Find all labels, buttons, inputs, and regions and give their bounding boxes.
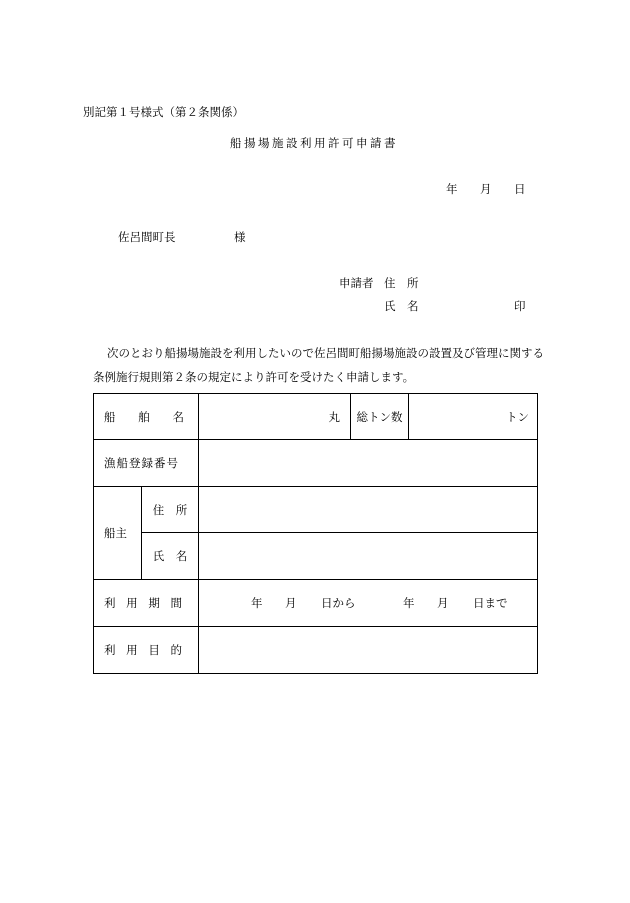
purpose-field[interactable] [199,627,538,674]
period-field[interactable] [199,580,538,627]
vessel-name-label-cell [94,394,199,440]
period-start-month: 月 [285,596,297,610]
form-number: 別記第１号様式（第２条関係） [83,105,244,119]
applicant-address-label: 住 所 [384,276,419,290]
period-label-char-3: 期 [148,596,160,610]
period-end-month: 月 [437,596,449,610]
vessel-name-suffix: 丸 [328,409,340,424]
period-label-cell [94,580,199,627]
owner-name-field[interactable] [199,533,538,580]
period-start-year: 年 [251,596,263,610]
registration-number-label: 漁船登録番号 [94,440,199,487]
purpose-label [104,642,182,658]
seal-mark: 印 [514,299,526,313]
period-label-char-1: 利 [104,596,116,610]
vessel-name-label-char-1: 船 [104,409,116,424]
owner-address-field[interactable] [199,487,538,533]
date-day-label: 日 [514,182,526,196]
vessel-name-field[interactable] [199,394,351,440]
purpose-label-char-3: 目 [148,643,160,657]
owner-address-row [94,487,538,533]
owner-address-label: 住 所 [142,487,199,533]
date-month-label: 月 [480,182,492,196]
addressee-name: 佐呂間町長 [118,230,176,244]
purpose-label-cell [94,627,199,674]
vessel-name-label [104,409,184,425]
period-label-char-2: 用 [126,596,138,610]
tonnage-label: 総トン数 [351,394,409,440]
vessel-name-label-char-3: 名 [172,409,184,424]
period-end-day: 日まで [473,596,508,610]
period-label [104,595,182,611]
tonnage-field[interactable] [409,394,538,440]
vessel-name-row [94,394,538,440]
period-start-day: 日から [321,596,356,610]
application-table [93,393,538,674]
applicant-label: 申請者 [339,276,374,290]
purpose-label-char-2: 用 [126,643,138,657]
vessel-name-label-char-2: 舶 [138,409,150,424]
body-text-line-1: 次のとおり船揚場施設を利用したいので佐呂間町船揚場施設の設置及び管理に関する [107,346,544,360]
purpose-row [94,627,538,674]
document-title: 船揚場施設利用許可申請書 [230,136,398,150]
registration-number-field[interactable] [199,440,538,487]
purpose-label-char-1: 利 [104,643,116,657]
purpose-label-char-4: 的 [170,643,182,657]
owner-label: 船主 [94,487,142,580]
addressee-honorific: 様 [234,230,246,244]
owner-name-label: 氏 名 [142,533,199,580]
period-label-char-4: 間 [170,596,182,610]
period-values [199,595,537,611]
owner-name-row [94,533,538,580]
registration-row [94,440,538,487]
applicant-name-label: 氏 名 [384,299,419,313]
period-row [94,580,538,627]
date-year-label: 年 [446,182,458,196]
body-text-line-2: 条例施行規則第２条の規定により許可を受けたく申請します。 [93,370,415,384]
period-end-year: 年 [403,596,415,610]
tonnage-unit: トン [506,409,529,424]
